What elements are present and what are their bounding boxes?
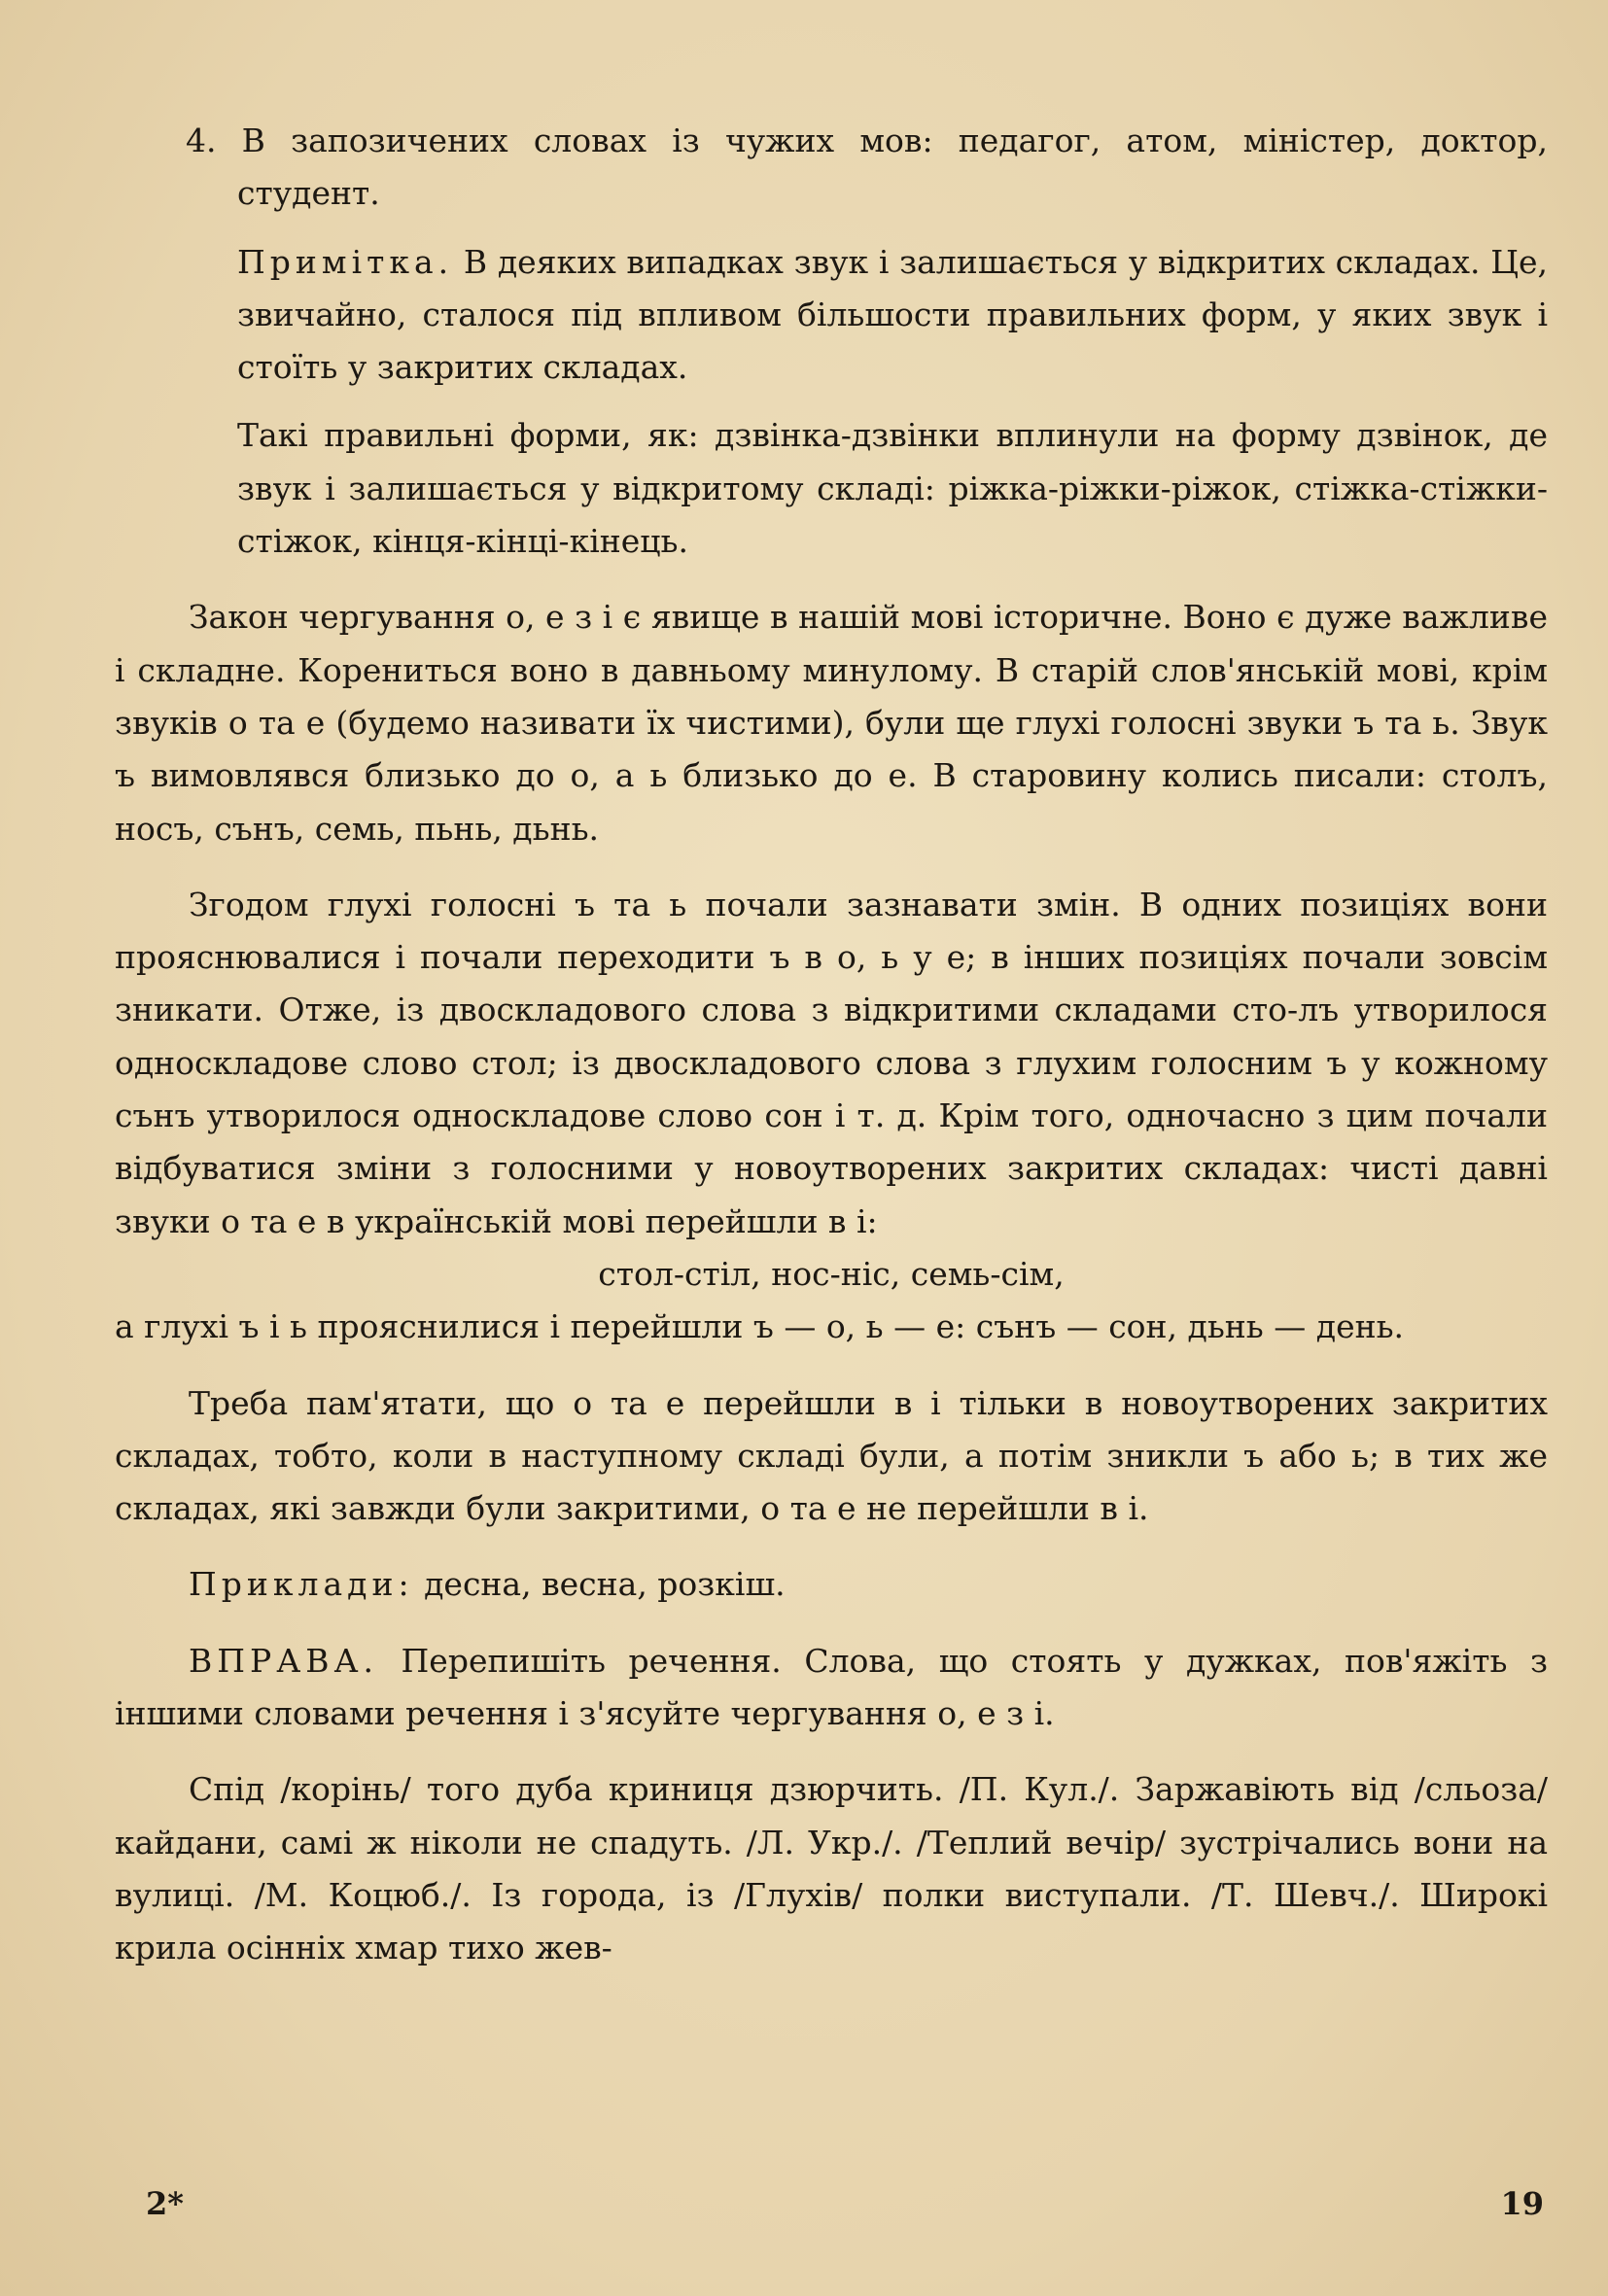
examples-label: Приклади:: [189, 1565, 414, 1604]
note-paragraph-2: Такі правильні форми, як: дзвінка-дзвінки вплинули на форму дзвінок, де звук і залишається у відкритому складі: ріжка-ріжки-ріжок, стіжка-стіжки-стіжок, кінця-кінці-кінець.: [237, 416, 1548, 561]
page-number: 19: [1500, 2185, 1544, 2222]
paragraph-3: Треба пам'ятати, що о та е перейшли в і тільки в новоутворених закритих складах, тобто, коли в наступному складі були, а потім зникли ъ або ь; в тих же складах, які завжди були закритими, о та е не перейшли в і.: [115, 1383, 1548, 1528]
examples-line: стол-стіл, нос-ніс, семь-сім,: [598, 1254, 1065, 1293]
list-item-4: 4. В запозичених словах із чужих мов: педагог, атом, міністер, доктор, студент.: [186, 122, 1548, 213]
exercise-text: Перепишіть речення. Слова, що стоять у дужках, пов'яжіть з іншими словами речення і з'ясуйте чергування о, е з і.: [115, 1641, 1549, 1733]
paragraph-4: Спід /корінь/ того дуба криниця дзюрчить. /П. Кул./. Заржавіють від /сльоза/ кайдани, самі ж ніколи не спадуть. /Л. Укр./. /Теплий вечір/ зустрічались вони на вулиці. /М. Коцюб./. Із города, із /Глухів/ полки виступали. /Т. Шевч./. Широкі крила осінніх хмар тихо жев-: [115, 1770, 1548, 1967]
examples-text: десна, весна, розкіш.: [424, 1565, 786, 1604]
note-heading: Примітка.: [237, 242, 454, 281]
paragraph-2-continued: а глухі ъ і ь прояснилися і перейшли ъ — о, ь — е: сънъ — сон, дьнь — день.: [115, 1307, 1405, 1346]
exercise-paragraph: [115, 1635, 1548, 1741]
paragraph-2: Згодом глухі голосні ъ та ь почали зазнавати змін. В одних позиціях вони прояснювалися і почали переходити ъ в о, ь у е; в інших позиціях почали зовсім зникати. Отже, із двоскладового слова з відкритими складами сто-лъ утворилося односкладове слово стол; із двоскладового слова з глухим голосним ъ у кожному сънъ утворилося односкладове слово сон і т. д. Крім того, одночасно з цим почали відбуватися зміни з голосними у новоутворених закритих складах: чисті давні звуки о та е в українській мові перейшли в і:: [115, 885, 1548, 1240]
exercise-label: ВПРАВА.: [189, 1641, 378, 1680]
note-text: В деяких випадках звук і залишається у відкритих складах. Це, звичайно, сталося під впливом більшости правильних форм, у яких звук і стоїть у закритих складах.: [237, 242, 1548, 387]
note-paragraph: [115, 236, 1548, 395]
examples-paragraph: [115, 1558, 1548, 1611]
page-body: [115, 115, 1548, 1975]
printer-signature: 2*: [146, 2185, 184, 2222]
paragraph-1: Закон чергування о, е з і є явище в нашій мові історичне. Воно є дуже важливе і складне. Кoрениться воно в давньому минулому. В старій слов'янській мові, крім звуків о та е (будемо називати їх чистими), були ще глухі голосні звуки ъ та ь. Звук ъ вимовлявся близько до о, а ь близько до е. В старовину колись писали: столъ, носъ, сънъ, семь, пьнь, дьнь.: [115, 598, 1548, 848]
